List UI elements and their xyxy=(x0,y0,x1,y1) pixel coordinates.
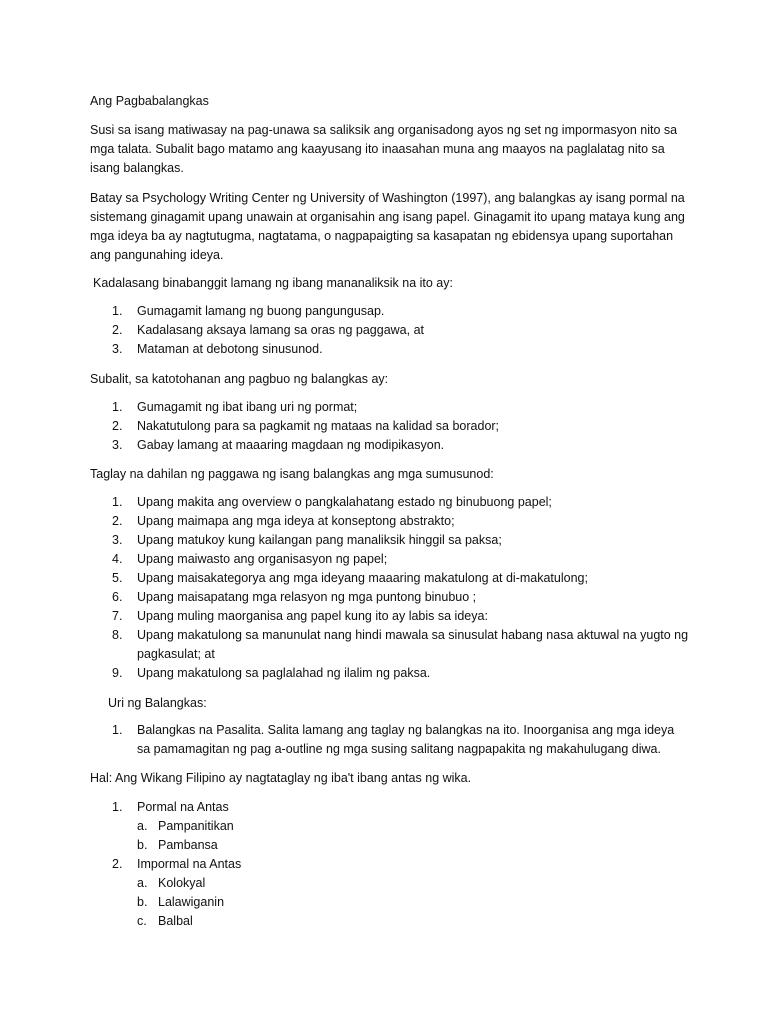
list-item-text: Nakatutulong para sa pagkamit ng mataas na kalidad sa borador; xyxy=(137,419,500,433)
list-item xyxy=(90,493,690,512)
list-item xyxy=(90,855,690,874)
list-item-number: 3. xyxy=(112,533,123,547)
list-lead-misconceptions: Kadalasang binabanggit lamang ng ibang mananaliksik na ito ay: xyxy=(93,276,453,290)
list-misconceptions xyxy=(90,302,690,359)
document-title: Ang Pagbabalangkas xyxy=(90,94,209,108)
list-item-number: 3. xyxy=(112,438,123,452)
list-item xyxy=(90,531,690,550)
list-item-text: Upang makatulong sa manunulat nang hindi mawala sa sinusulat habang nasa aktuwal na yugto ng pagkasulat; at xyxy=(137,628,689,661)
sub-list-item xyxy=(90,874,690,893)
list-item-text: Upang maisapatang mga relasyon ng mga puntong binubuo ; xyxy=(137,590,477,604)
list-item-text: Gumagamit lamang ng buong pangungusap. xyxy=(137,304,385,318)
list-outline-types xyxy=(90,721,690,759)
list-item xyxy=(90,550,690,569)
list-item-text: Gabay lamang at maaaring magdaan ng modipikasyon. xyxy=(137,438,445,452)
list-item-number: 8. xyxy=(112,628,123,642)
list-item-number: a. xyxy=(137,876,148,890)
list-lead-truth: Subalit, sa katotohanan ang pagbuo ng balangkas ay: xyxy=(90,372,389,386)
list-reasons xyxy=(90,493,690,683)
list-item-number: a. xyxy=(137,819,148,833)
list-item-number: 4. xyxy=(112,552,123,566)
list-item-text: Kadalasang aksaya lamang sa oras ng paggawa, at xyxy=(137,323,424,337)
list-item-number: 2. xyxy=(112,857,123,871)
list-lead-reasons: Taglay na dahilan ng paggawa ng isang balangkas ang mga sumusunod: xyxy=(90,467,494,481)
list-item-text: Upang makatulong sa paglalahad ng ilalim ng paksa. xyxy=(137,666,431,680)
list-item xyxy=(90,321,690,340)
list-item xyxy=(90,340,690,359)
list-item-number: 1. xyxy=(112,400,123,414)
list-item xyxy=(90,588,690,607)
list-item-number: b. xyxy=(137,895,148,909)
list-item-number: 5. xyxy=(112,571,123,585)
list-item-number: 9. xyxy=(112,666,123,680)
list-item xyxy=(90,626,690,664)
list-item xyxy=(90,721,690,759)
list-item xyxy=(90,398,690,417)
list-item-text: Pambansa xyxy=(158,838,218,852)
list-item-text: Balangkas na Pasalita. Salita lamang ang taglay ng balangkas na ito. Inoorganisa ang mga ideya sa pamamagitan ng pag a-outline ng mga susing salitang nagpapakita ng makahulugang diwa. xyxy=(137,723,675,756)
list-item-text: Pormal na Antas xyxy=(137,800,229,814)
list-item-text: Upang maisakategorya ang mga ideyang maaaring makatulong at di-makatulong; xyxy=(137,571,588,585)
list-truth xyxy=(90,398,690,455)
list-item-number: 1. xyxy=(112,723,123,737)
list-item-text: Balbal xyxy=(158,914,193,928)
list-item-number: b. xyxy=(137,838,148,852)
list-item-number: 2. xyxy=(112,419,123,433)
list-item-text: Kolokyal xyxy=(158,876,206,890)
list-item-number: 2. xyxy=(112,514,123,528)
list-item xyxy=(90,417,690,436)
list-item-text: Gumagamit ng ibat ibang uri ng pormat; xyxy=(137,400,358,414)
paragraph-definition: Batay sa Psychology Writing Center ng University of Washington (1997), ang balangkas ay isang pormal na sistemang ginagamit upang unawain at organisahin ang isang papel. Ginagamit ito upang mataya kung ang mga ideya ba ay nagtutugma, nagtatama, o nagpapaigting sa kasapatan ng ebidensya upang suportahan ang pangunahing ideya. xyxy=(90,191,685,262)
list-item-text: Impormal na Antas xyxy=(137,857,242,871)
list-item-text: Upang maimapa ang mga ideya at konseptong abstrakto; xyxy=(137,514,455,528)
list-item-text: Pampanitikan xyxy=(158,819,234,833)
list-item-number: 7. xyxy=(112,609,123,623)
list-item-text: Upang muling maorganisa ang papel kung ito ay labis sa ideya: xyxy=(137,609,488,623)
list-item xyxy=(90,569,690,588)
sub-list-item xyxy=(90,893,690,912)
list-item-text: Mataman at debotong sinusunod. xyxy=(137,342,323,356)
sub-list-item xyxy=(90,817,690,836)
list-item-text: Upang makita ang overview o pangkalahatang estado ng binubuong papel; xyxy=(137,495,552,509)
list-example-outline xyxy=(90,798,690,931)
outline-types-heading: Uri ng Balangkas: xyxy=(108,696,207,710)
list-item-number: 3. xyxy=(112,342,123,356)
list-item xyxy=(90,607,690,626)
paragraph-intro: Susi sa isang matiwasay na pag-unawa sa saliksik ang organisadong ayos ng set ng impormasyon nito sa mga talata. Subalit bago matamo ang kaayusang ito inaasahan muna ang maayos na paglalatag nito sa isang balangkas. xyxy=(90,123,678,175)
list-item-number: 1. xyxy=(112,304,123,318)
sub-list-item xyxy=(90,836,690,855)
list-item-number: 2. xyxy=(112,323,123,337)
list-item xyxy=(90,798,690,817)
list-item xyxy=(90,436,690,455)
list-item-number: 1. xyxy=(112,495,123,509)
list-item-text: Lalawiganin xyxy=(158,895,225,909)
list-item xyxy=(90,664,690,683)
sub-list-item xyxy=(90,912,690,931)
example-sentence: Hal: Ang Wikang Filipino ay nagtataglay ng iba't ibang antas ng wika. xyxy=(90,771,472,785)
list-item xyxy=(90,302,690,321)
list-item-number: 1. xyxy=(112,800,123,814)
list-item-number: 6. xyxy=(112,590,123,604)
list-item xyxy=(90,512,690,531)
list-item-number: c. xyxy=(137,914,147,928)
list-item-text: Upang maiwasto ang organisasyon ng papel; xyxy=(137,552,388,566)
list-item-text: Upang matukoy kung kailangan pang manaliksik hinggil sa paksa; xyxy=(137,533,502,547)
